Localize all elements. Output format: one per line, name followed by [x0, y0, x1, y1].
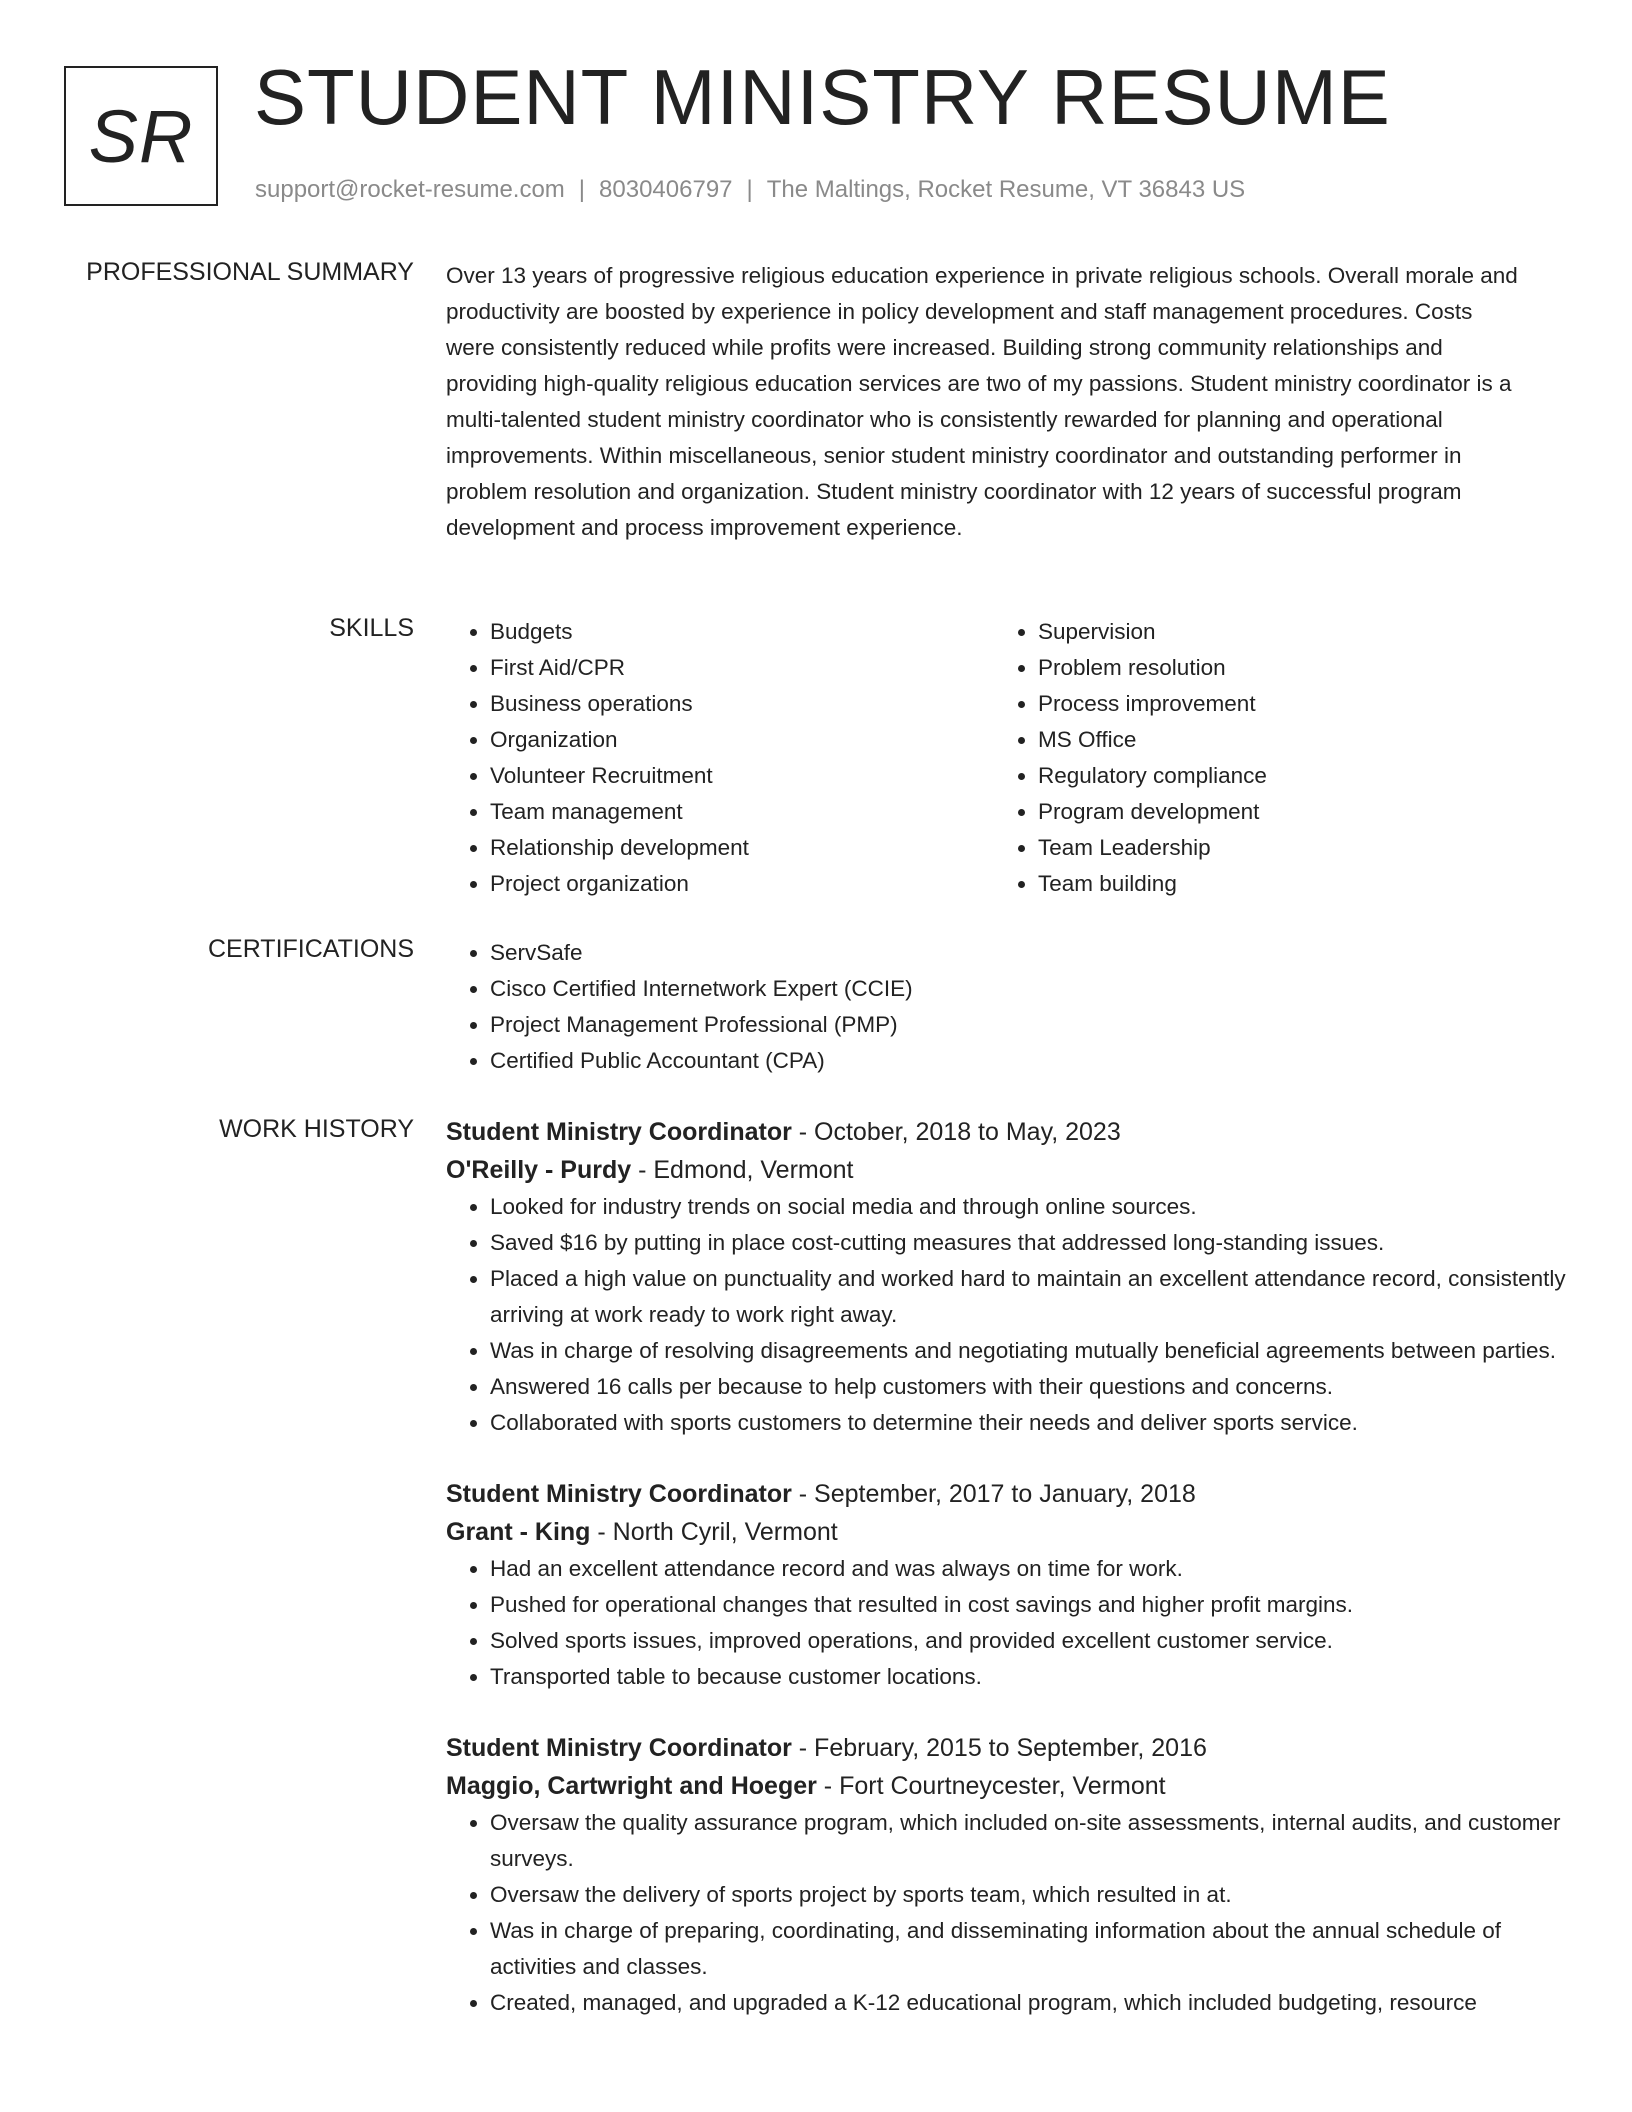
skill-item: • Team Leadership: [1038, 830, 1542, 866]
skill-item: • Volunteer Recruitment: [490, 758, 994, 794]
skill-item: • Process improvement: [1038, 686, 1542, 722]
job-bullet: • Created, managed, and upgraded a K-12 educational program, which included budgeting, resource: [490, 1985, 1566, 2021]
job-bullet: • Placed a high value on punctuality and worked hard to maintain an excellent attendance record, consistently arriving at work ready to work right away.: [490, 1261, 1566, 1333]
contact-line: [255, 176, 1245, 204]
skills-section: [446, 614, 1566, 902]
job-bullet: • Pushed for operational changes that resulted in cost savings and higher profit margins.: [490, 1587, 1566, 1623]
job-title: Student Ministry Coordinator: [446, 1118, 792, 1146]
job-bullet: • Oversaw the delivery of sports project by sports team, which resulted in at.: [490, 1877, 1566, 1913]
skill-item: • Regulatory compliance: [1038, 758, 1542, 794]
contact-separator: |: [578, 176, 586, 203]
job-title-line: [446, 1475, 1566, 1513]
contact-separator: |: [746, 176, 753, 203]
job-bullet: • Had an excellent attendance record and was always on time for work.: [490, 1551, 1566, 1587]
job-dates: - October, 2018 to May, 2023: [791, 1118, 1121, 1146]
skill-item: • Problem resolution: [1038, 650, 1542, 686]
skill-item: • MS Office: [1038, 722, 1542, 758]
job-entry: [446, 1729, 1566, 2021]
job-bullet: • Saved $16 by putting in place cost-cutting measures that addressed long-standing issues.: [490, 1225, 1566, 1261]
job-company-line: [446, 1151, 1566, 1189]
contact-address: The Maltings, Rocket Resume, VT 36843 US: [766, 176, 1246, 203]
certification-item: • Project Management Professional (PMP): [490, 1007, 1566, 1043]
job-title: Student Ministry Coordinator: [446, 1480, 792, 1508]
resume-title: STUDENT MINISTRY RESUME: [254, 53, 1391, 141]
summary-heading: PROFESSIONAL SUMMARY: [86, 258, 414, 286]
job-entry: [446, 1113, 1566, 1441]
job-company-line: [446, 1513, 1566, 1551]
skill-item: • Budgets: [490, 614, 994, 650]
job-company: Maggio, Cartwright and Hoeger: [446, 1772, 817, 1800]
job-dates: - September, 2017 to January, 2018: [791, 1480, 1196, 1508]
certification-item: • Cisco Certified Internetwork Expert (CCIE): [490, 971, 1566, 1007]
skill-item: • Business operations: [490, 686, 994, 722]
skills-heading: SKILLS: [329, 614, 414, 642]
job-location: - North Cyril, Vermont: [590, 1518, 838, 1546]
job-company: O'Reilly - Purdy: [446, 1156, 632, 1184]
skills-column-left: [446, 614, 994, 902]
work-history-heading: WORK HISTORY: [219, 1115, 414, 1143]
summary-section: [446, 258, 1526, 546]
skill-item: • Relationship development: [490, 830, 994, 866]
job-bullet: • Oversaw the quality assurance program, which included on-site assessments, internal audits, and customer surveys.: [490, 1805, 1566, 1877]
job-bullet: • Solved sports issues, improved operations, and provided excellent customer service.: [490, 1623, 1566, 1659]
job-title-line: [446, 1113, 1566, 1151]
job-bullet: • Transported table to because customer locations.: [490, 1659, 1566, 1695]
certifications-section: [446, 935, 1566, 1079]
job-bullet: • Looked for industry trends on social media and through online sources.: [490, 1189, 1566, 1225]
contact-phone[interactable]: 8030406797: [599, 176, 733, 203]
job-bullet: • Collaborated with sports customers to determine their needs and deliver sports service.: [490, 1405, 1566, 1441]
job-bullet: • Was in charge of preparing, coordinating, and disseminating information about the annual schedule of activities and classes.: [490, 1913, 1566, 1985]
certifications-heading: CERTIFICATIONS: [207, 935, 414, 963]
work-history-section: [446, 1113, 1566, 2055]
skill-item: • Program development: [1038, 794, 1542, 830]
job-bullet: • Was in charge of resolving disagreements and negotiating mutually beneficial agreements between parties.: [490, 1333, 1566, 1369]
job-dates: - February, 2015 to September, 2016: [791, 1734, 1207, 1762]
skills-column-right: [994, 614, 1542, 902]
certification-item: • ServSafe: [490, 935, 1566, 971]
job-entry: [446, 1475, 1566, 1695]
skill-item: • Team management: [490, 794, 994, 830]
certification-item: • Certified Public Accountant (CPA): [490, 1043, 1566, 1079]
job-location: - Edmond, Vermont: [631, 1156, 854, 1184]
skill-item: • Organization: [490, 722, 994, 758]
job-company-line: [446, 1767, 1566, 1805]
summary-text: Over 13 years of progressive religious education experience in private religious schools. Overall morale and productivity are boosted by experience in policy development and staff management procedures. Costs were consistently reduced while profits were increased. Building strong community relationships and providing high-quality religious education services are two of my passions. Student ministry coordinator is a multi-talented student ministry coordinator who is consistently rewarded for planning and operational improvements. Within miscellaneous, senior student ministry coordinator and outstanding performer in problem resolution and organization. Student ministry coordinator with 12 years of successful program development and process improvement experience.: [446, 263, 1518, 540]
job-title-line: [446, 1729, 1566, 1767]
skill-item: • First Aid/CPR: [490, 650, 994, 686]
job-company: Grant - King: [446, 1518, 591, 1546]
monogram: SR: [64, 66, 218, 206]
job-title: Student Ministry Coordinator: [446, 1734, 792, 1762]
skill-item: • Project organization: [490, 866, 994, 902]
skill-item: • Supervision: [1038, 614, 1542, 650]
job-location: - Fort Courtneycester, Vermont: [816, 1772, 1166, 1800]
contact-email[interactable]: support@rocket-resume.com: [255, 176, 565, 203]
skill-item: • Team building: [1038, 866, 1542, 902]
job-bullet: • Answered 16 calls per because to help customers with their questions and concerns.: [490, 1369, 1566, 1405]
